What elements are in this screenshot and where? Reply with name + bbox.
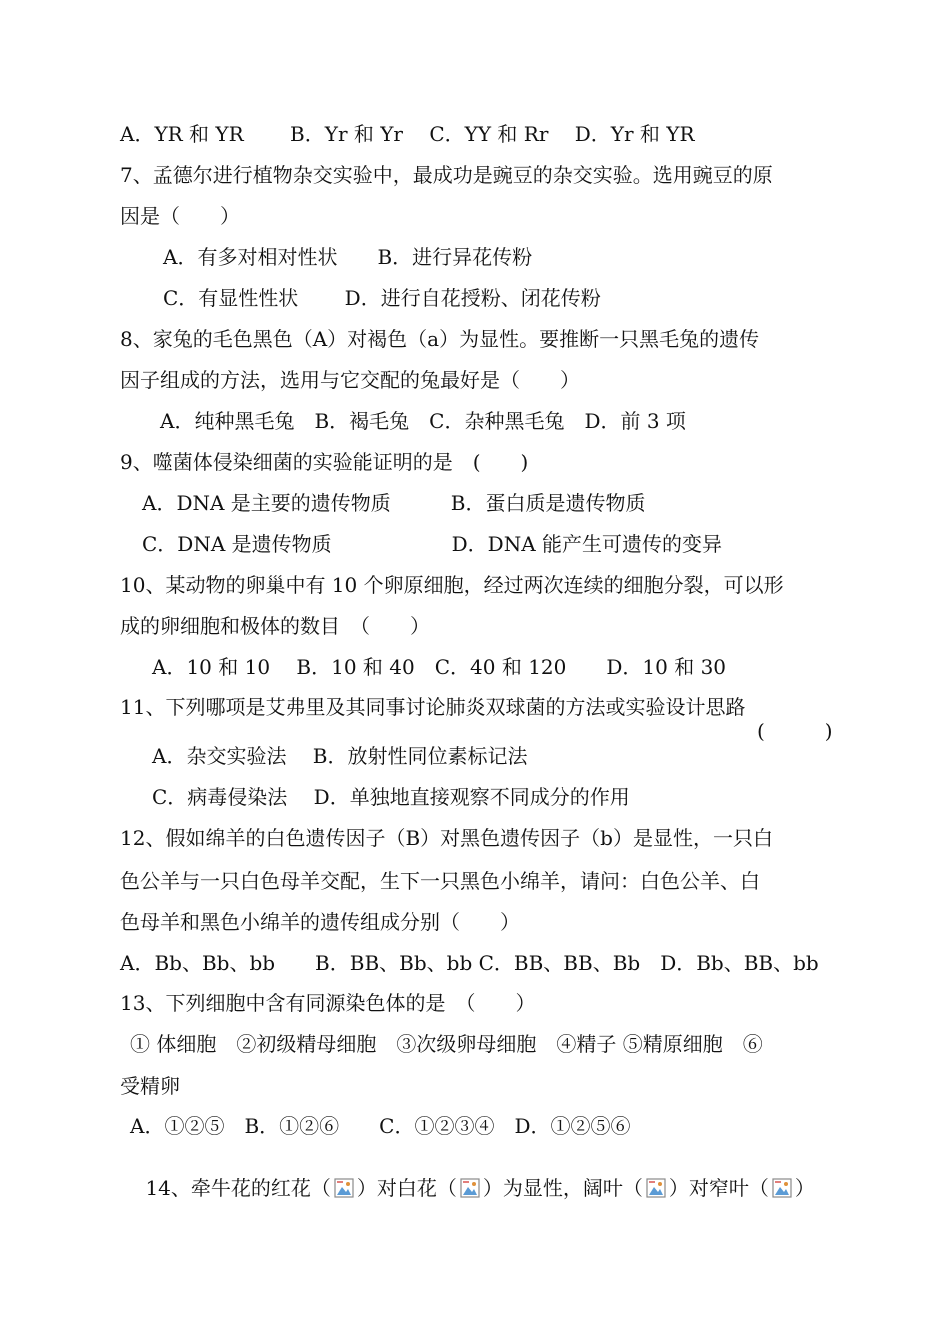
q14-text-4: ）对窄叶（ bbox=[668, 1176, 769, 1200]
q7-stem-line1: 7、孟德尔进行植物杂交实验中，最成功是豌豆的杂交实验。选用豌豆的原 bbox=[120, 163, 773, 187]
broken-image-icon bbox=[334, 1178, 354, 1198]
q12-stem-line2: 色公羊与一只白色母羊交配，生下一只黑色小绵羊，请问：白色公羊、白 bbox=[120, 869, 760, 893]
q11-answer-bracket: ( ) bbox=[757, 719, 833, 743]
q12-stem-line3: 色母羊和黑色小绵羊的遗传组成分别（ ） bbox=[120, 910, 520, 934]
q13-options: A．①②⑤ B．①②⑥ C．①②③④ D．①②⑤⑥ bbox=[130, 1114, 631, 1138]
q8-stem-line1: 8、家兔的毛色黑色（A）对褐色（a）为显性。要推断一只黑毛兔的遗传 bbox=[120, 327, 760, 351]
broken-image-icon bbox=[460, 1178, 480, 1198]
q10-options: A．10 和 10 B．10 和 40 C．40 和 120 D．10 和 30 bbox=[152, 655, 727, 679]
q13-items-line1: ① 体细胞 ②初级精母细胞 ③次级卵母细胞 ④精子 ⑤精原细胞 ⑥ bbox=[130, 1032, 763, 1056]
q14-text-1: 14、牵牛花的红花（ bbox=[145, 1176, 331, 1200]
q9-options-ab: A．DNA 是主要的遗传物质 B．蛋白质是遗传物质 bbox=[142, 491, 646, 515]
q14-stem bbox=[120, 1158, 815, 1218]
q12-stem-line1: 12、假如绵羊的白色遗传因子（B）对黑色遗传因子（b）是显性，一只白 bbox=[120, 826, 773, 850]
q11-stem: 11、下列哪项是艾弗里及其同事讨论肺炎双球菌的方法或实验设计思路 bbox=[120, 695, 746, 719]
q14-text-3: ）为显性，阔叶（ bbox=[482, 1176, 643, 1200]
q11-options-cd: C．病毒侵染法 D．单独地直接观察不同成分的作用 bbox=[152, 785, 630, 809]
broken-image-icon bbox=[772, 1178, 792, 1198]
q6-options: A．YR 和 YR B．Yr 和 Yr C．YY 和 Rr D．Yr 和 YR bbox=[120, 122, 695, 146]
q14-text-2: ）对白花（ bbox=[356, 1176, 457, 1200]
q9-stem: 9、噬菌体侵染细菌的实验能证明的是 ( ) bbox=[120, 450, 529, 474]
broken-image-icon bbox=[646, 1178, 666, 1198]
q10-stem-line1: 10、某动物的卵巢中有 10 个卵原细胞，经过两次连续的细胞分裂，可以形 bbox=[120, 573, 784, 597]
q13-stem: 13、下列细胞中含有同源染色体的是 （ ） bbox=[120, 991, 536, 1015]
q8-options: A．纯种黑毛兔 B．褐毛兔 C．杂种黑毛兔 D．前 3 项 bbox=[160, 409, 686, 433]
q10-stem-line2: 成的卵细胞和极体的数目 （ ） bbox=[120, 614, 430, 638]
q13-items-line2: 受精卵 bbox=[120, 1074, 180, 1098]
q7-options-ab: A．有多对相对性状 B．进行异花传粉 bbox=[163, 245, 533, 269]
q11-options-ab: A．杂交实验法 B．放射性同位素标记法 bbox=[152, 744, 528, 768]
q7-options-cd: C．有显性性状 D．进行自花授粉、闭花传粉 bbox=[163, 286, 601, 310]
q8-stem-line2: 因子组成的方法，选用与它交配的兔最好是（ ） bbox=[120, 368, 580, 392]
q12-options: A．Bb、Bb、bb B．BB、Bb、bb C．BB、BB、Bb D．Bb、BB、bb bbox=[120, 951, 819, 975]
q14-text-5: ） bbox=[794, 1176, 815, 1200]
q7-stem-line2: 因是（ ） bbox=[120, 204, 240, 228]
q9-options-cd: C．DNA 是遗传物质 D．DNA 能产生可遗传的变异 bbox=[142, 532, 723, 556]
